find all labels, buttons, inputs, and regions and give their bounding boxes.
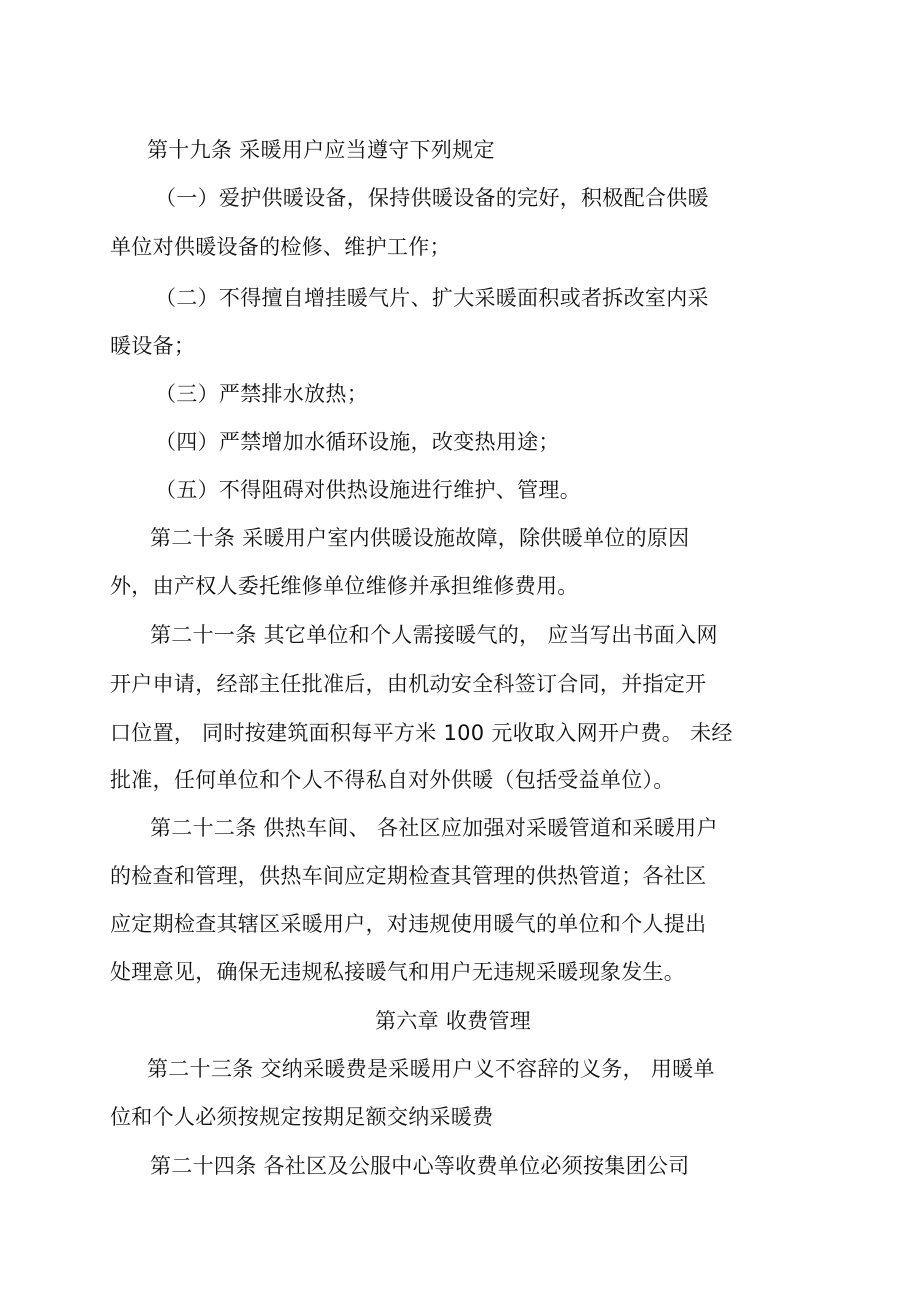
article-22-line-3: 应定期检查其辖区采暖用户，对违规使用暖气的单位和个人提出 [110, 912, 707, 936]
article-22-line-1: 第二十二条 供热车间、 各社区应加强对采暖管道和采暖用户 [150, 816, 718, 840]
article-23-line-1: 第二十三条 交纳采暖费是采暖用户义不容辞的义务， 用暖单 [147, 1057, 715, 1081]
article-19-item-3: （三）严禁排水放热； [155, 382, 368, 406]
article-19-item-1-line-2: 单位对供暖设备的检修、维护工作； [110, 235, 451, 259]
article-19-item-2-line-2: 暖设备； [110, 334, 196, 358]
article-20-line-2: 外，由产权人委托维修单位维修并承担维修费用。 [110, 574, 579, 598]
article-21-line-3: 口位置， 同时按建筑面积每平方米 100 元收取入网开户费。 未经 [110, 721, 733, 745]
chapter-heading: 第六章 收费管理 [375, 1009, 532, 1033]
article-22-line-4: 处理意见，确保无违规私接暖气和用户无违规采暖现象发生。 [110, 960, 686, 984]
article-21-line-2: 开户申请，经部主任批准后，由机动安全科签订合同，并指定开 [110, 672, 707, 696]
article-19-title: 第十九条 采暖用户应当遵守下列规定 [147, 138, 495, 162]
article-20-line-1: 第二十条 采暖用户室内供暖设施故障，除供暖单位的原因 [150, 526, 690, 550]
article-19-item-5: （五）不得阻碍对供热设施进行维护、管理。 [155, 478, 581, 502]
article-19-item-4: （四）严禁增加水循环设施，改变热用途； [155, 430, 560, 454]
article-24-line-1: 第二十四条 各社区及公服中心等收费单位必须按集团公司 [150, 1154, 690, 1178]
article-22-line-2: 的检查和管理，供热车间应定期检查其管理的供热管道；各社区 [110, 864, 707, 888]
article-23-line-2: 位和个人必须按规定按期足额交纳采暖费 [110, 1105, 494, 1129]
article-19-item-2-line-1: （二）不得擅自增挂暖气片、扩大采暖面积或者拆改室内采 [155, 286, 709, 310]
article-19-item-1-line-1: （一）爱护供暖设备，保持供暖设备的完好，积极配合供暖 [155, 186, 709, 210]
article-21-line-1: 第二十一条 其它单位和个人需接暖气的， 应当写出书面入网 [150, 623, 718, 647]
article-21-line-4: 批准，任何单位和个人不得私自对外供暖（包括受益单位）。 [110, 768, 675, 792]
